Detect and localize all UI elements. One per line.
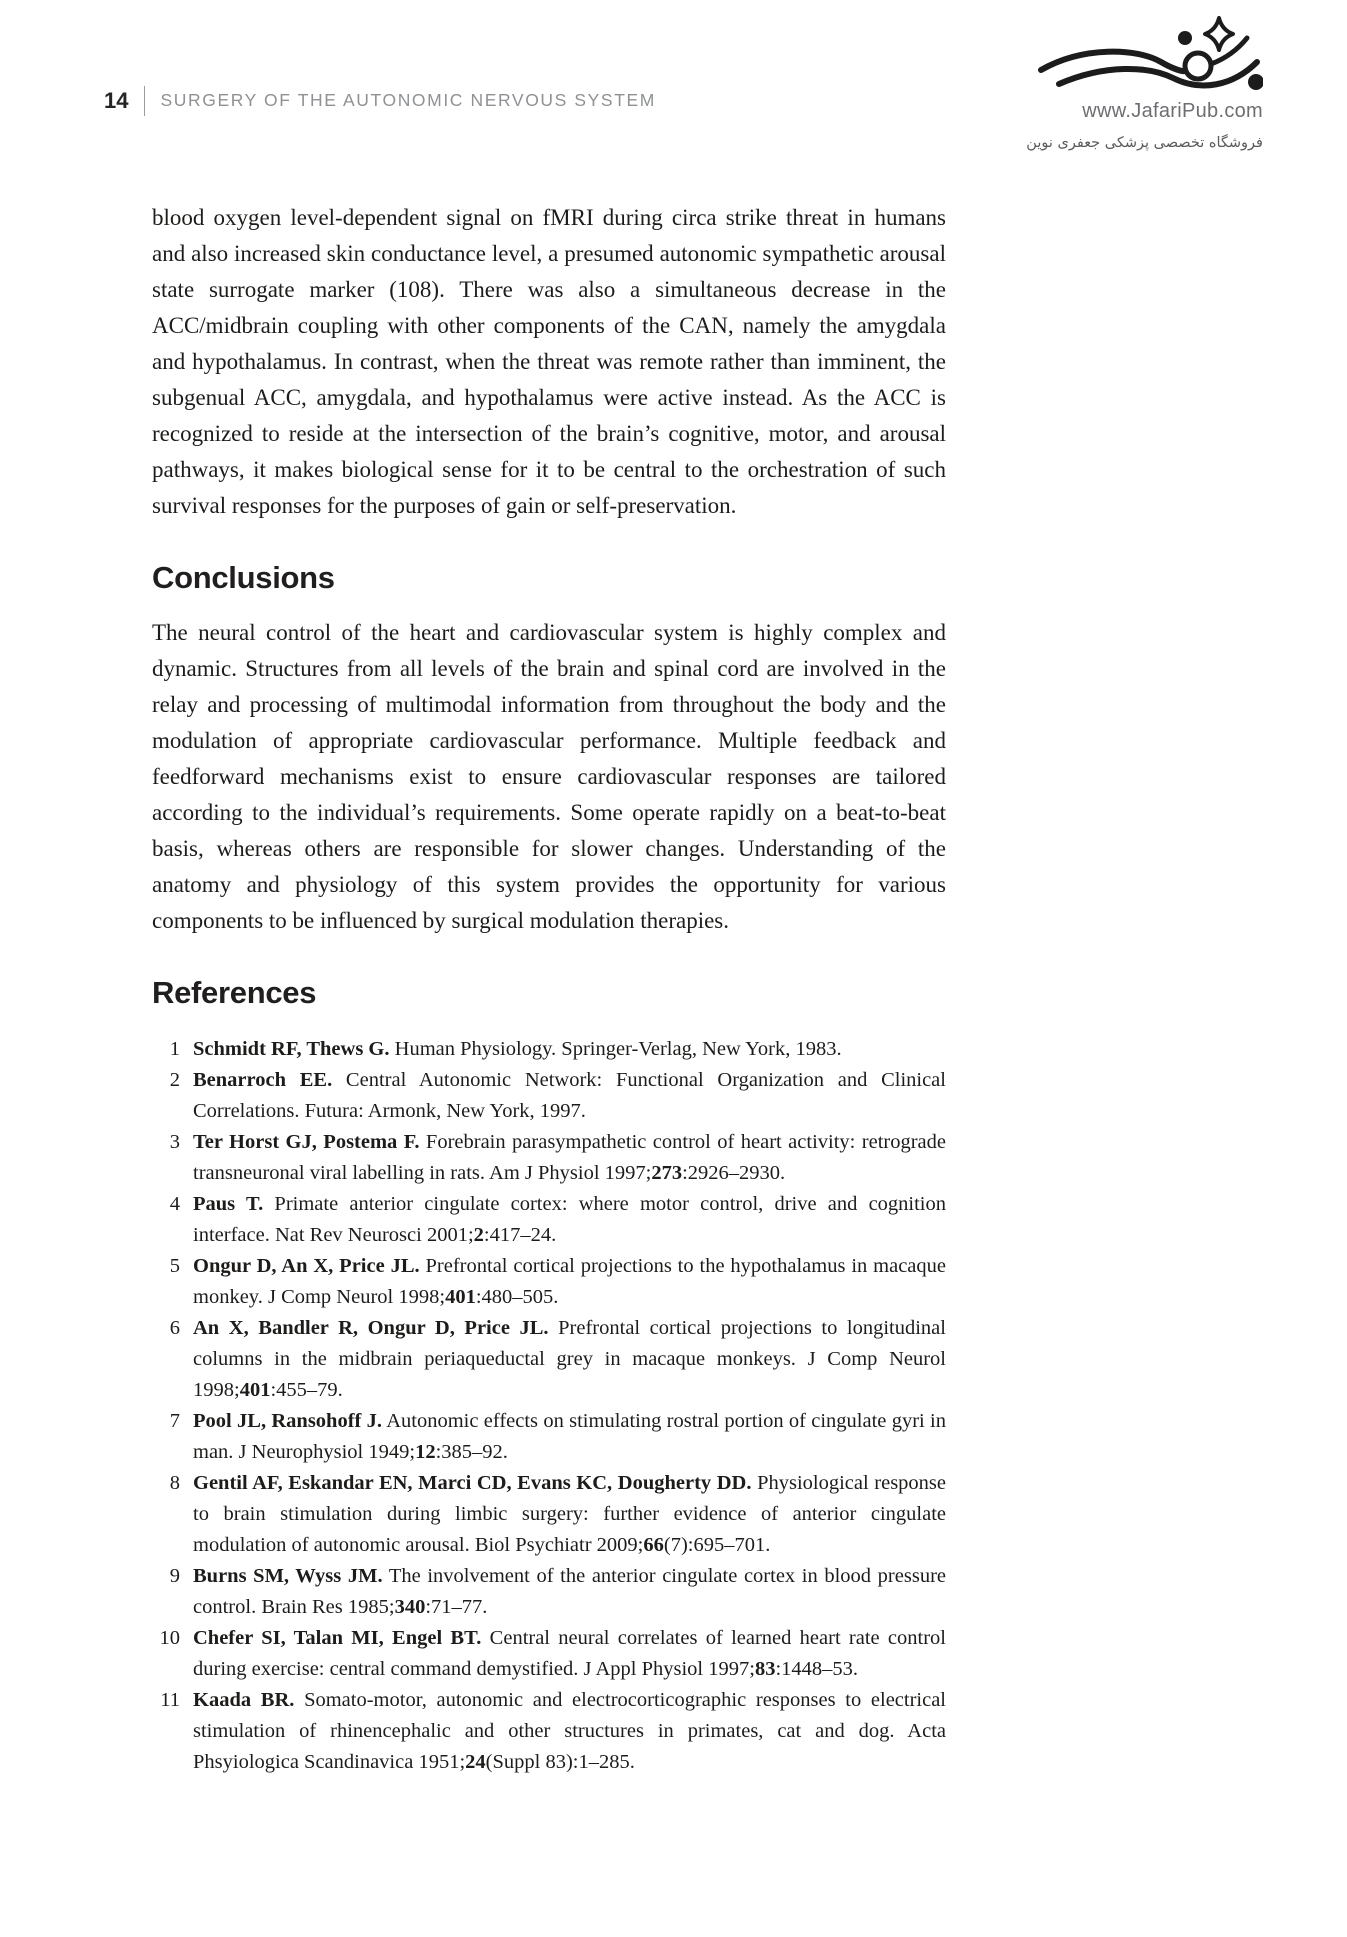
reference-number: 2 (169, 1069, 180, 1091)
references-list (152, 1034, 946, 1778)
main-text-column (152, 200, 946, 1778)
references-heading: References (152, 975, 317, 1010)
reference-number: 8 (169, 1472, 180, 1494)
publisher-brand (1017, 16, 1263, 151)
reference-number: 3 (169, 1131, 180, 1153)
page-number: 14 (104, 88, 129, 113)
reference-text: Ongur D, An X, Price JL. Prefrontal cortical projections to the hypothalamus in macaque monkey. J Comp Neurol 1998;401:480–505. (193, 1255, 946, 1308)
reference-item (152, 1189, 946, 1251)
reference-number: 10 (159, 1627, 180, 1649)
reference-text: Gentil AF, Eskandar EN, Marci CD, Evans KC, Dougherty DD. Physiological response to brain stimulation during limbic surgery: further evidence of anterior cingulate modulation of autonomic arousal. Biol Psychiatr 2009;66(7):695–701. (193, 1472, 946, 1556)
reference-item (152, 1034, 946, 1065)
reference-number: 11 (160, 1689, 180, 1711)
jafaripub-calligraphy-logo-icon (1017, 16, 1263, 98)
header-divider (144, 86, 145, 116)
reference-text: Kaada BR. Somato-motor, autonomic and electrocorticographic responses to electrical stimulation of rhinencephalic and other structures in primates, cat and dog. Acta Phsyiologica Scandinavica 1951;24(Suppl 83):1–285. (193, 1689, 946, 1773)
body-paragraph: blood oxygen level-dependent signal on fMRI during circa strike threat in humans and also increased skin conductance level, a presumed autonomic sympathetic arousal state surrogate marker (108). There was also a simultaneous decrease in the ACC/midbrain coupling with other components of the CAN, namely the amygdala and hypothalamus. In contrast, when the threat was remote rather than imminent, the subgenual ACC, amygdala, and hypothalamus were active instead. As the ACC is recognized to reside at the intersection of the brain’s cognitive, motor, and arousal pathways, it makes biological sense for it to be central to the orchestration of such survival responses for the purposes of gain or self-preservation. (152, 205, 946, 518)
conclusions-paragraph: The neural control of the heart and cardiovascular system is highly complex and dynamic. Structures from all levels of the brain and spinal cord are involved in the relay and processing of multimodal information from throughout the body and the modulation of appropriate cardiovascular performance. Multiple feedback and feedforward mechanisms exist to ensure cardiovascular responses are tailored according to the individual’s requirements. Some operate rapidly on a beat-to-beat basis, whereas others are responsible for slower changes. Understanding of the anatomy and physiology of this system provides the opportunity for various components to be influenced by surgical modulation therapies. (152, 620, 946, 933)
reference-item (152, 1561, 946, 1623)
reference-text: Pool JL, Ransohoff J. Autonomic effects on stimulating rostral portion of cingulate gyri in man. J Neurophysiol 1949;12:385–92. (193, 1410, 946, 1463)
reference-item (152, 1065, 946, 1127)
reference-item (152, 1127, 946, 1189)
reference-text: Burns SM, Wyss JM. The involvement of the anterior cingulate cortex in blood pressure control. Brain Res 1985;340:71–77. (193, 1565, 946, 1618)
reference-number: 6 (169, 1317, 180, 1339)
reference-number: 7 (169, 1410, 180, 1432)
reference-text: Paus T. Primate anterior cingulate cortex: where motor control, drive and cognition interface. Nat Rev Neurosci 2001;2:417–24. (193, 1193, 947, 1246)
reference-text: Ter Horst GJ, Postema F. Forebrain parasympathetic control of heart activity: retrograde transneuronal viral labelling in rats. Am J Physiol 1997;273:2926–2930. (193, 1131, 946, 1184)
reference-item (152, 1623, 946, 1685)
reference-text: Chefer SI, Talan MI, Engel BT. Central neural correlates of learned heart rate control during exercise: central command demystified. J Appl Physiol 1997;83:1448–53. (193, 1627, 946, 1680)
publisher-url: www.JafariPub.com (1082, 100, 1263, 122)
running-header (104, 86, 656, 116)
reference-number: 9 (169, 1565, 180, 1587)
reference-item (152, 1251, 946, 1313)
reference-number: 5 (169, 1255, 180, 1277)
reference-item (152, 1406, 946, 1468)
publisher-tagline-persian: فروشگاه تخصصی پزشکی جعفری نوین (1026, 135, 1263, 151)
reference-text: An X, Bandler R, Ongur D, Price JL. Prefrontal cortical projections to longitudinal columns in the midbrain periaqueductal grey in macaque monkeys. J Comp Neurol 1998;401:455–79. (193, 1317, 946, 1401)
conclusions-heading: Conclusions (152, 560, 335, 595)
reference-text: Benarroch EE. Central Autonomic Network: Functional Organization and Clinical Correlations. Futura: Armonk, New York, 1997. (193, 1069, 946, 1122)
reference-number: 4 (169, 1193, 180, 1215)
reference-item (152, 1468, 946, 1561)
running-title: SURGERY OF THE AUTONOMIC NERVOUS SYSTEM (160, 90, 656, 111)
reference-item (152, 1313, 946, 1406)
reference-number: 1 (169, 1038, 180, 1060)
reference-text: Schmidt RF, Thews G. Human Physiology. Springer-Verlag, New York, 1983. (193, 1038, 842, 1060)
reference-item (152, 1685, 946, 1778)
